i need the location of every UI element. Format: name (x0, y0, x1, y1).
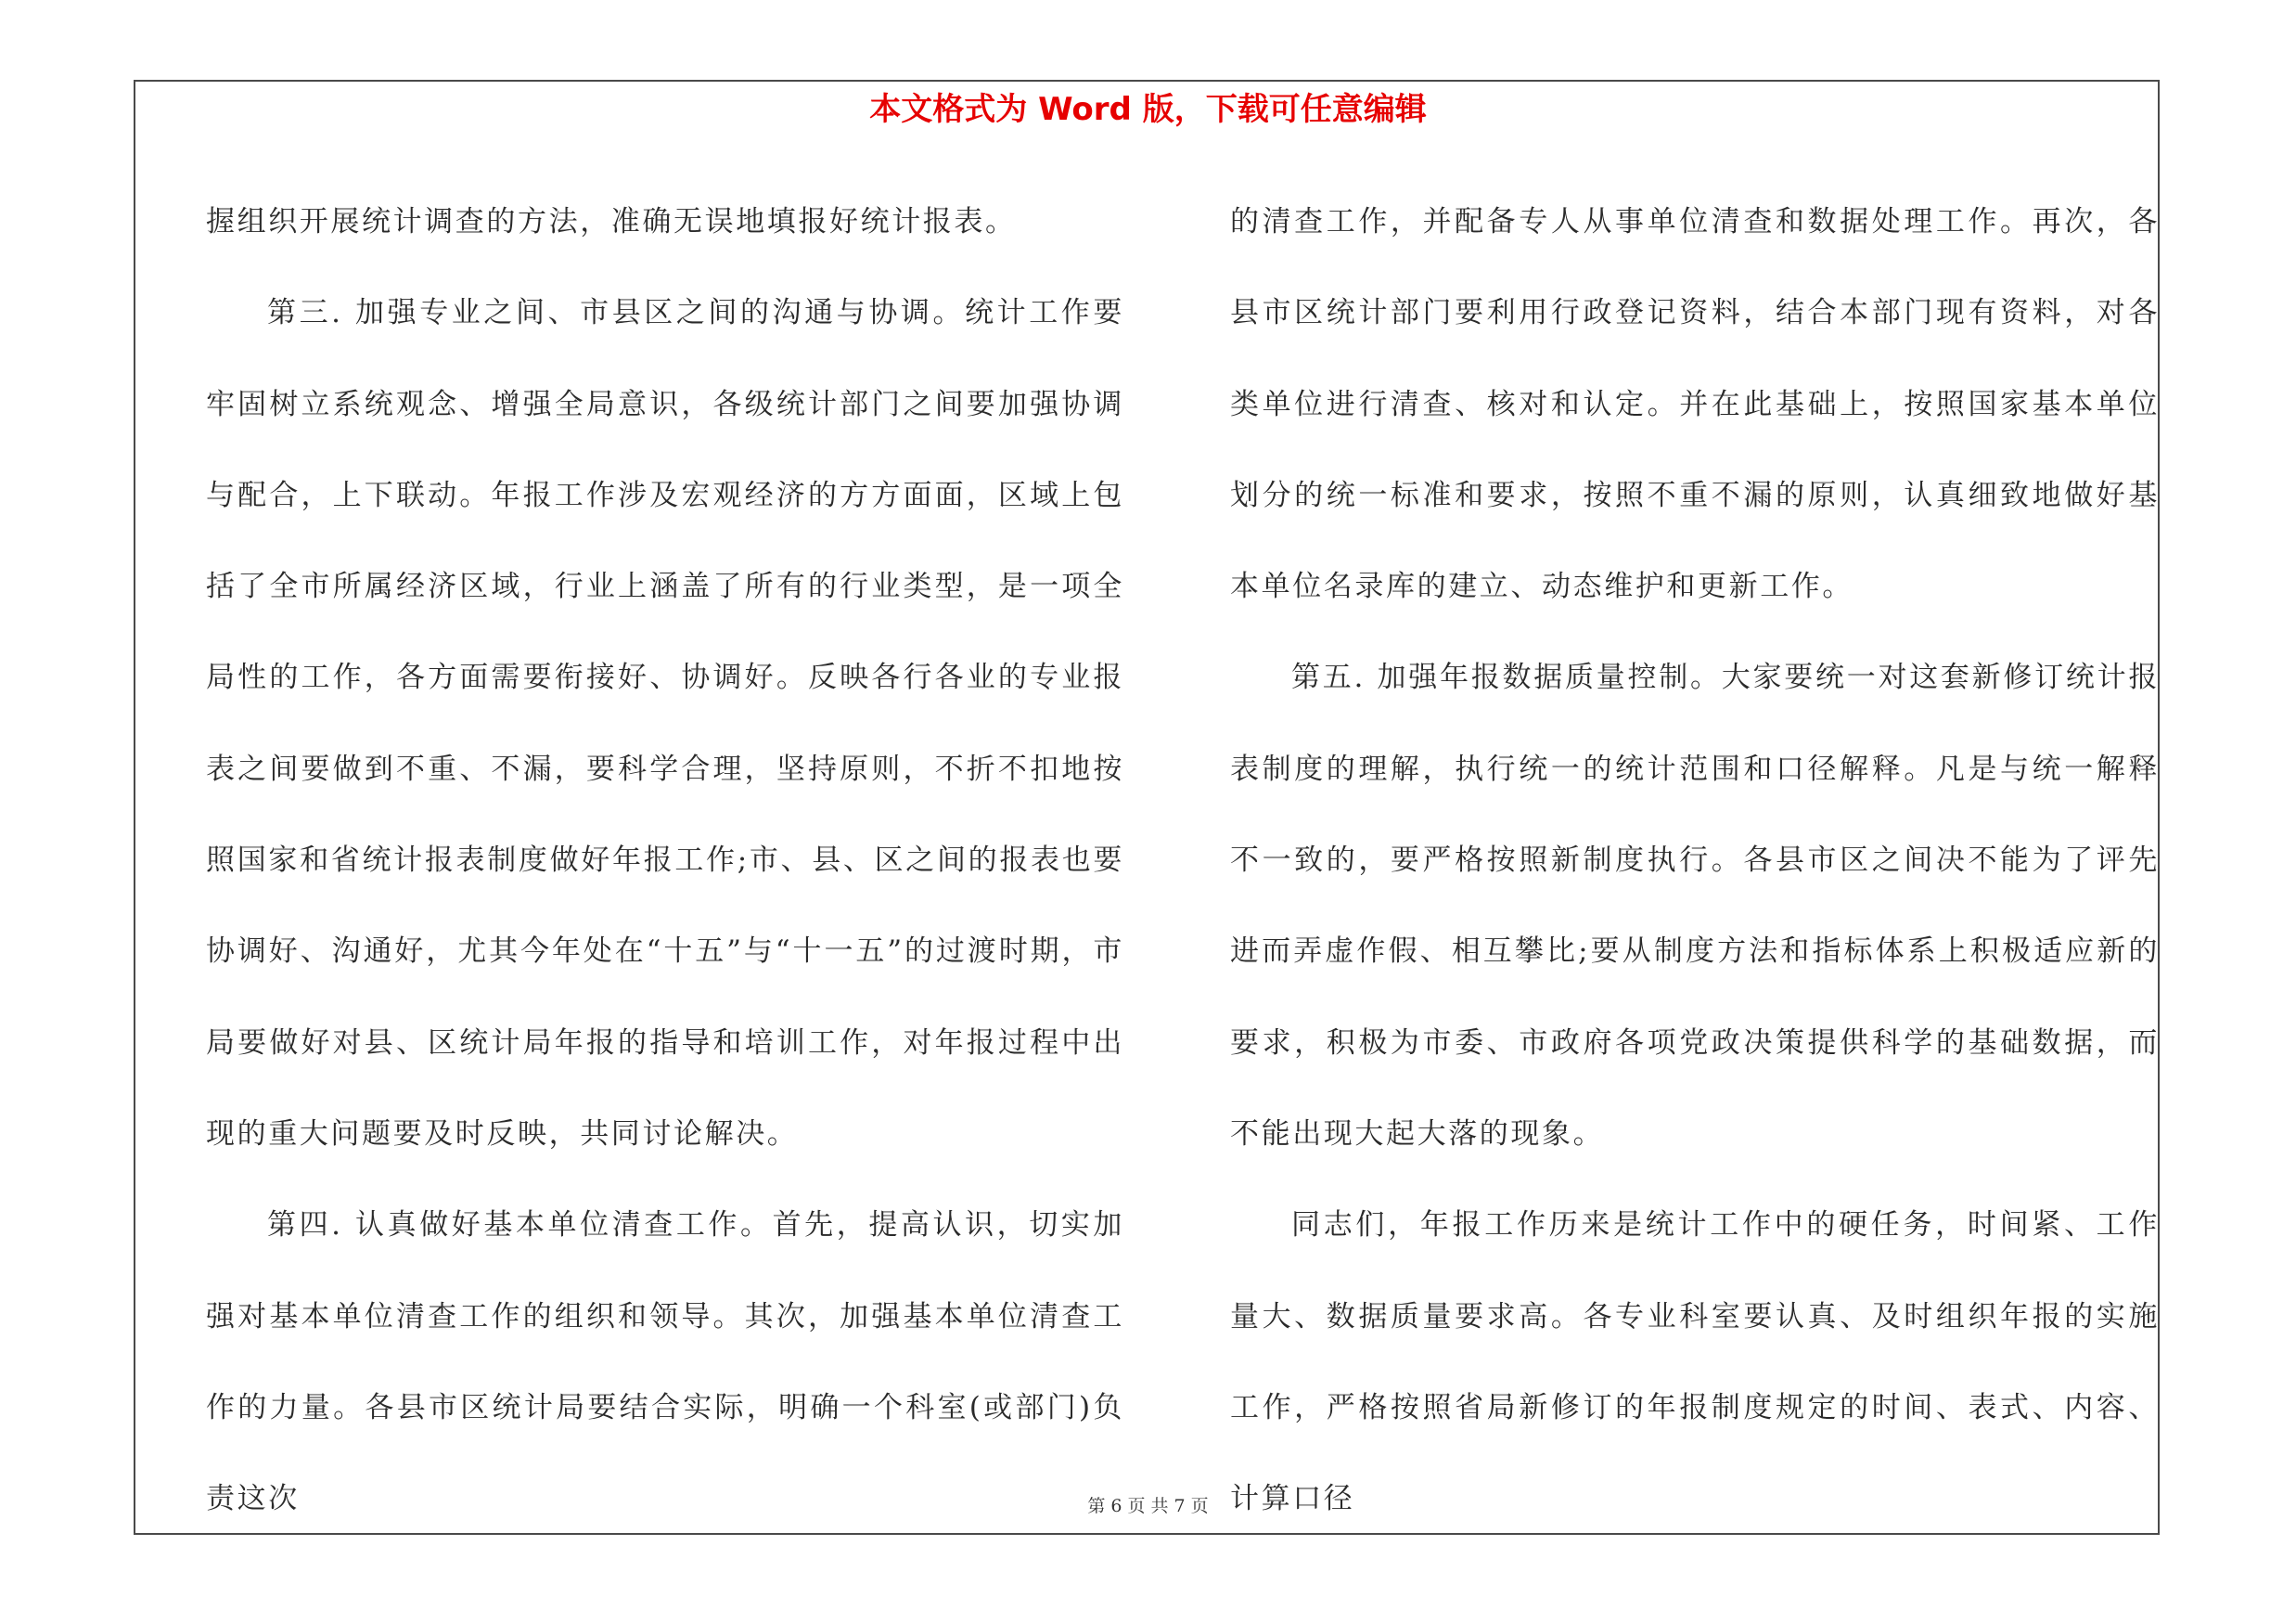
paragraph-closing: 同志们，年报工作历来是统计工作中的硬任务，时间紧、工作量大、数据质量要求高。各专业科室要认真、及时组织年报的实施工作，严格按照省局新修订的年报制度规定的时间、表式、内容、计算口径 (1230, 1208, 2160, 1516)
right-column (1230, 176, 2160, 1544)
header-banner: 本文格式为 Word 版，下载可任意编辑 (869, 91, 1427, 128)
paragraph-section-five: 第五. 加强年报数据质量控制。大家要统一对这套新修订统计报表制度的理解，执行统一的统计范围和口径解释。凡是与统一解释不一致的，要严格按照新制度执行。各县市区之间决不能为了评先进而弄虚作假、相互攀比;要从制度方法和指标体系上积极适应新的要求，积极为市委、市政府各项党政决策提供科学的基础数据，而不能出现大起大落的现象。 (1230, 661, 2160, 1151)
left-column (206, 176, 1124, 1544)
paragraph-section-three: 第三. 加强专业之间、市县区之间的沟通与协调。统计工作要牢固树立系统观念、增强全局意识，各级统计部门之间要加强协调与配合，上下联动。年报工作涉及宏观经济的方方面面，区域上包括了全市所属经济区域，行业上涵盖了所有的行业类型，是一项全局性的工作，各方面需要衔接好、协调好。反映各行各业的专业报表之间要做到不重、不漏，要科学合理，坚持原则，不折不扣地按照国家和省统计报表制度做好年报工作;市、县、区之间的报表也要协调好、沟通好，尤其今年处在“十五”与“十一五”的过渡时期，市局要做好对县、区统计局年报的指导和培训工作，对年报过程中出现的重大问题要及时反映，共同讨论解决。 (206, 296, 1124, 1151)
paragraph-continuation: 握组织开展统计调查的方法，准确无误地填报好统计报表。 (206, 205, 1017, 238)
paragraph-continuation-right: 的清查工作，并配备专人从事单位清查和数据处理工作。再次，各县市区统计部门要利用行政登记资料，结合本部门现有资料，对各类单位进行清查、核对和认定。并在此基础上，按照国家基本单位划分的统一标准和要求，按照不重不漏的原则，认真细致地做好基本单位名录库的建立、动态维护和更新工作。 (1230, 205, 2160, 604)
paragraph-section-four: 第四. 认真做好基本单位清查工作。首先，提高认识，切实加强对基本单位清查工作的组织和领导。其次，加强基本单位清查工作的力量。各县市区统计局要结合实际，明确一个科室(或部门)负责这次 (206, 1208, 1124, 1516)
page-number: 第 6 页 共 7 页 (1087, 1496, 1209, 1516)
